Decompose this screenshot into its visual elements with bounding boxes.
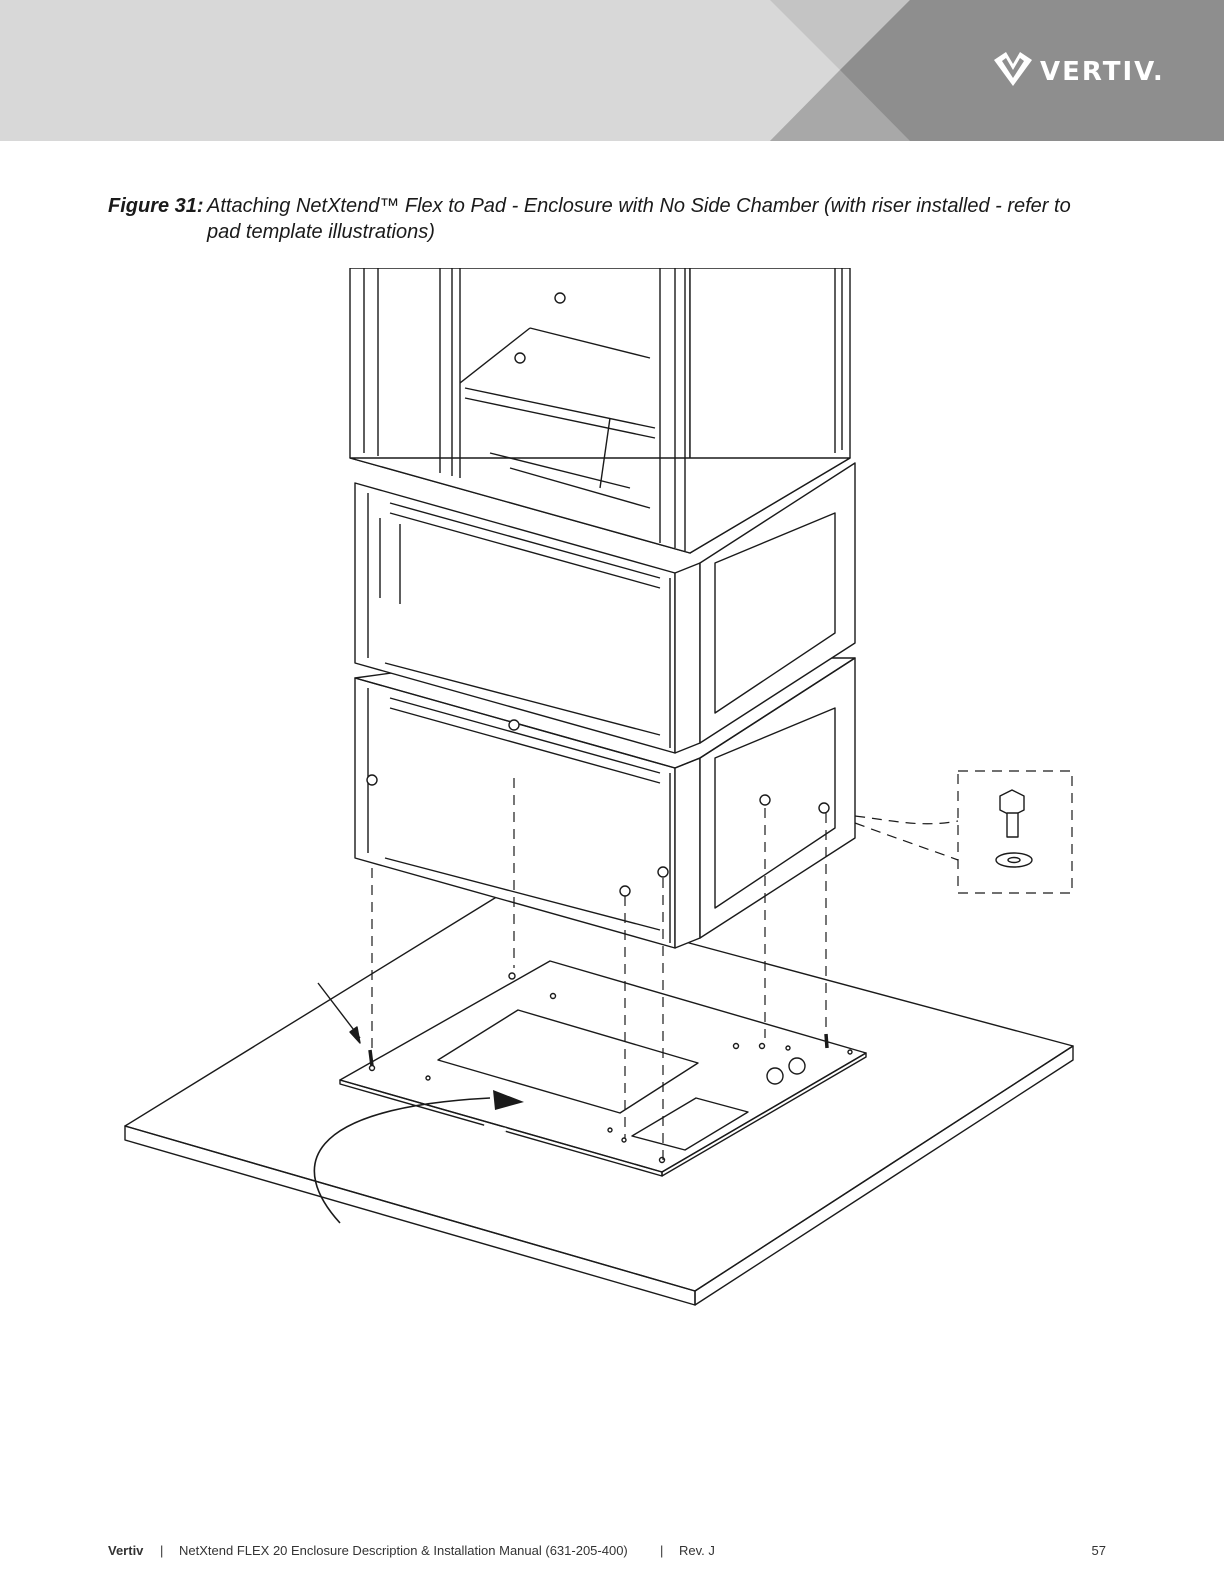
vertiv-logo[interactable] — [994, 52, 1165, 91]
logo-text: VERTIV. — [1040, 56, 1165, 87]
footer-revision: Rev. J — [679, 1543, 715, 1558]
installation-figure — [110, 268, 1110, 1318]
enclosure-riser-pad-installation-drawing-icon — [110, 268, 1110, 1318]
figure-caption-text: Attaching NetXtend™ Flex to Pad - Enclosure with No Side Chamber (with riser installed - refer to pad template illustrations) — [207, 195, 1071, 243]
hardware-detail — [958, 771, 1072, 893]
washer-icon — [996, 853, 1032, 867]
footer-separator: | — [160, 1543, 164, 1558]
page-number: 57 — [1091, 1543, 1106, 1558]
vertiv-chevron-logo-icon — [994, 52, 1032, 91]
footer-brand: Vertiv — [108, 1543, 144, 1558]
page-footer — [108, 1543, 1108, 1563]
hex-bolt-icon — [1000, 790, 1024, 837]
footer-separator: | — [660, 1543, 664, 1558]
footer-document-title: NetXtend FLEX 20 Enclosure Description & Installation Manual (631-205-400) — [179, 1543, 628, 1558]
figure-label: Figure 31: — [108, 195, 204, 217]
